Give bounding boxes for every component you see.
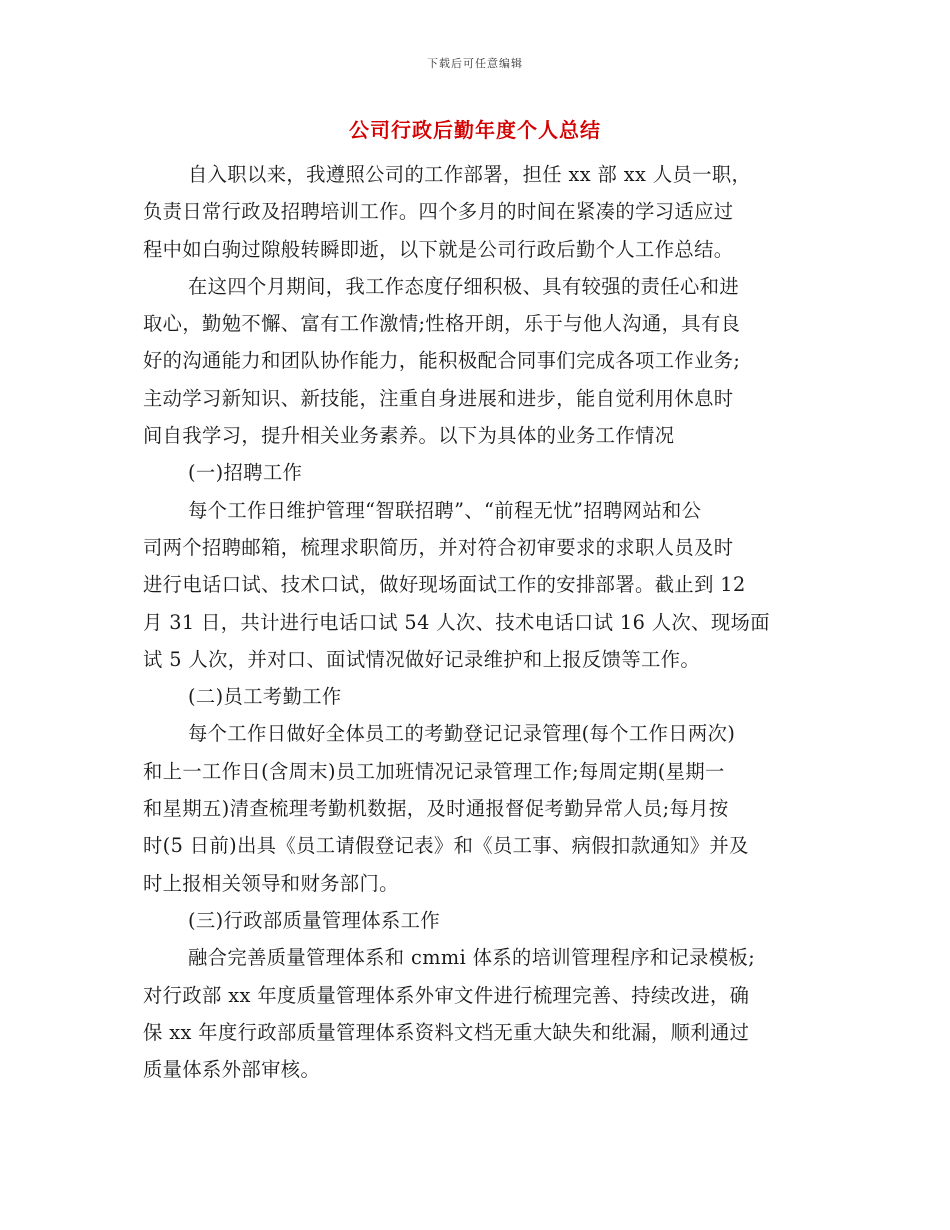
- body-line: 间自我学习，提升相关业务素养。以下为具体的业务工作情况: [143, 424, 675, 448]
- body-line: 对行政部 xx 年度质量管理体系外审文件进行梳理完善、持续改进，确: [143, 983, 750, 1007]
- document-title: 公司行政后勤年度个人总结: [349, 118, 601, 142]
- body-line: 和上一工作日(含周末)员工加班情况记录管理工作;每周定期(星期一: [143, 759, 725, 783]
- body-line: (一)招聘工作: [188, 461, 303, 485]
- body-line: 时(5 日前)出具《员工请假登记表》和《员工事、病假扣款通知》并及: [143, 834, 749, 858]
- body-line: 自入职以来，我遵照公司的工作部署，担任 xx 部 xx 人员一职，: [188, 163, 752, 186]
- body-line: 司两个招聘邮箱，梳理求职简历，并对符合初审要求的求职人员及时: [143, 535, 734, 559]
- body-line: 月 31 日，共计进行电话口试 54 人次、技术电话口试 16 人次、现场面: [143, 610, 770, 634]
- body-line: 质量体系外部审核。: [143, 1058, 321, 1082]
- body-line: 好的沟通能力和团队协作能力，能积极配合同事们完成各项工作业务;: [143, 349, 741, 373]
- body-line: 负责日常行政及招聘培训工作。四个多月的时间在紧凑的学习适应过: [143, 200, 734, 224]
- body-line: 融合完善质量管理体系和 cmmi 体系的培训管理程序和记录模板;: [188, 946, 756, 970]
- body-line: (二)员工考勤工作: [188, 685, 342, 709]
- body-line: 试 5 人次，并对口、面试情况做好记录维护和上报反馈等工作。: [143, 647, 701, 671]
- body-line: 和星期五)清查梳理考勤机数据，及时通报督促考勤异常人员;每月按: [143, 797, 729, 821]
- body-line: 每个工作日维护管理“智联招聘”、“前程无忧”招聘网站和公: [188, 498, 702, 522]
- body-line: (三)行政部质量管理体系工作: [188, 908, 441, 932]
- body-line: 在这四个月期间，我工作态度仔细积极、具有较强的责任心和进: [188, 274, 740, 298]
- body-line: 进行电话口试、技术口试，做好现场面试工作的安排部署。截止到 12: [143, 573, 746, 597]
- body-line: 每个工作日做好全体员工的考勤登记记录管理(每个工作日两次): [188, 722, 736, 746]
- header-note: 下载后可任意编辑: [427, 57, 523, 70]
- body-line: 程中如白驹过隙般转瞬即逝，以下就是公司行政后勤个人工作总结。: [143, 237, 734, 261]
- body-line: 主动学习新知识、新技能，注重自身进展和进步，能自觉利用休息时: [143, 386, 734, 410]
- body-line: 取心，勤勉不懈、富有工作激情;性格开朗，乐于与他人沟通，具有良: [143, 312, 741, 336]
- body-line: 时上报相关领导和财务部门。: [143, 871, 399, 895]
- document-body: [143, 156, 808, 1088]
- body-line: 保 xx 年度行政部质量管理体系资料文档无重大缺失和纰漏，顺利通过: [143, 1020, 750, 1044]
